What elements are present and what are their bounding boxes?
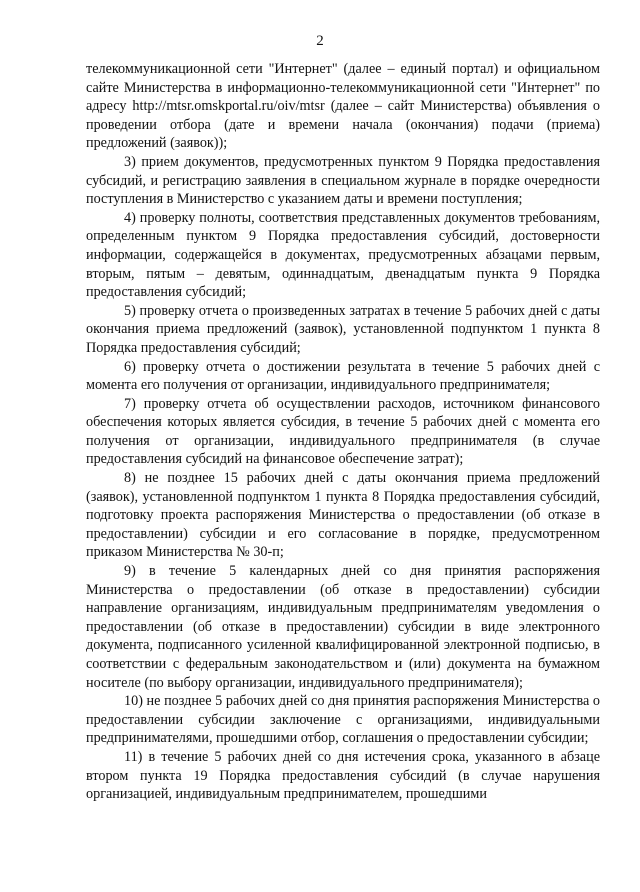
paragraph-item-11: 11) в течение 5 рабочих дней со дня истечения срока, указанного в абзаце втором пункта 19 Порядка предоставления субсидий (в случае нарушения организацией, индивидуальным предпринимателем, прошедшими bbox=[86, 748, 600, 803]
paragraph-item-3: 3) прием документов, предусмотренных пунктом 9 Порядка предоставления субсидий, и регистрацию заявления в специальном журнале в порядке очередности поступления в Министерство с указанием даты и времени поступления; bbox=[86, 153, 600, 208]
document-body bbox=[86, 60, 600, 804]
paragraph-item-10: 10) не позднее 5 рабочих дней со дня принятия распоряжения Министерства о предоставлении субсидии заключение с организациями, индивидуальными предпринимателями, прошедшими отбор, соглашения о предоставлении субсидии; bbox=[86, 693, 600, 747]
paragraph-item-7: 7) проверку отчета об осуществлении расходов, источником финансового обеспечения которых является субсидия, в течение 5 рабочих дней с момента его получения от организации, индивидуального предпринимателя (в случае предоставления субсидий на финансовое обеспечение затрат); bbox=[86, 395, 600, 468]
paragraph-continuation: телекоммуникационной сети "Интернет" (далее – единый портал) и официальном сайте Министерства в информационно-телекоммуникационной сети "Интернет" по адресу http://mtsr.omskportal.ru/oiv/mtsr (далее – сайт Министерства) объявления о проведении отбора (дате и времени начала (окончания) подачи (приема) предложений (заявок)); bbox=[86, 61, 600, 152]
paragraph-item-4: 4) проверку полноты, соответствия представленных документов требованиям, определенным пунктом 9 Порядка предоставления субсидий, достоверности информации, содержащейся в документах, предусмотренных абзацами первым, вторым, пятым – девятым, одиннадцатым, двенадцатым пункта 9 Порядка предоставления субсидий; bbox=[86, 209, 600, 301]
paragraph-item-9: 9) в течение 5 календарных дней со дня принятия распоряжения Министерства о предоставлении (об отказе в предоставлении) субсидии направление организациям, индивидуальным предпринимателям уведомления о предоставлении (об отказе в предоставлении) субсидии в виде электронного документа, подписанного усиленной квалифицированной электронной подписью, в соответствии с федеральным законодательством и (или) документа на бумажном носителе (по выбору организации, индивидуального предпринимателя); bbox=[86, 563, 600, 691]
paragraph-item-6: 6) проверку отчета о достижении результата в течение 5 рабочих дней с момента его получения от организации, индивидуального предпринимателя; bbox=[86, 358, 600, 394]
paragraph-item-5: 5) проверку отчета о произведенных затратах в течение 5 рабочих дней с даты окончания приема предложений (заявок), установленной подпунктом 1 пункта 8 Порядка предоставления субсидий; bbox=[86, 302, 600, 356]
page-number: 2 bbox=[316, 33, 324, 49]
paragraph-item-8: 8) не позднее 15 рабочих дней с даты окончания приема предложений (заявок), установленной подпунктом 1 пункта 8 Порядка предоставления субсидий, подготовку проекта распоряжения Министерства о предоставлении (об отказе в предоставлении) субсидии и его согласование в порядке, предусмотренном приказом Министерства № 30-п; bbox=[86, 470, 600, 561]
